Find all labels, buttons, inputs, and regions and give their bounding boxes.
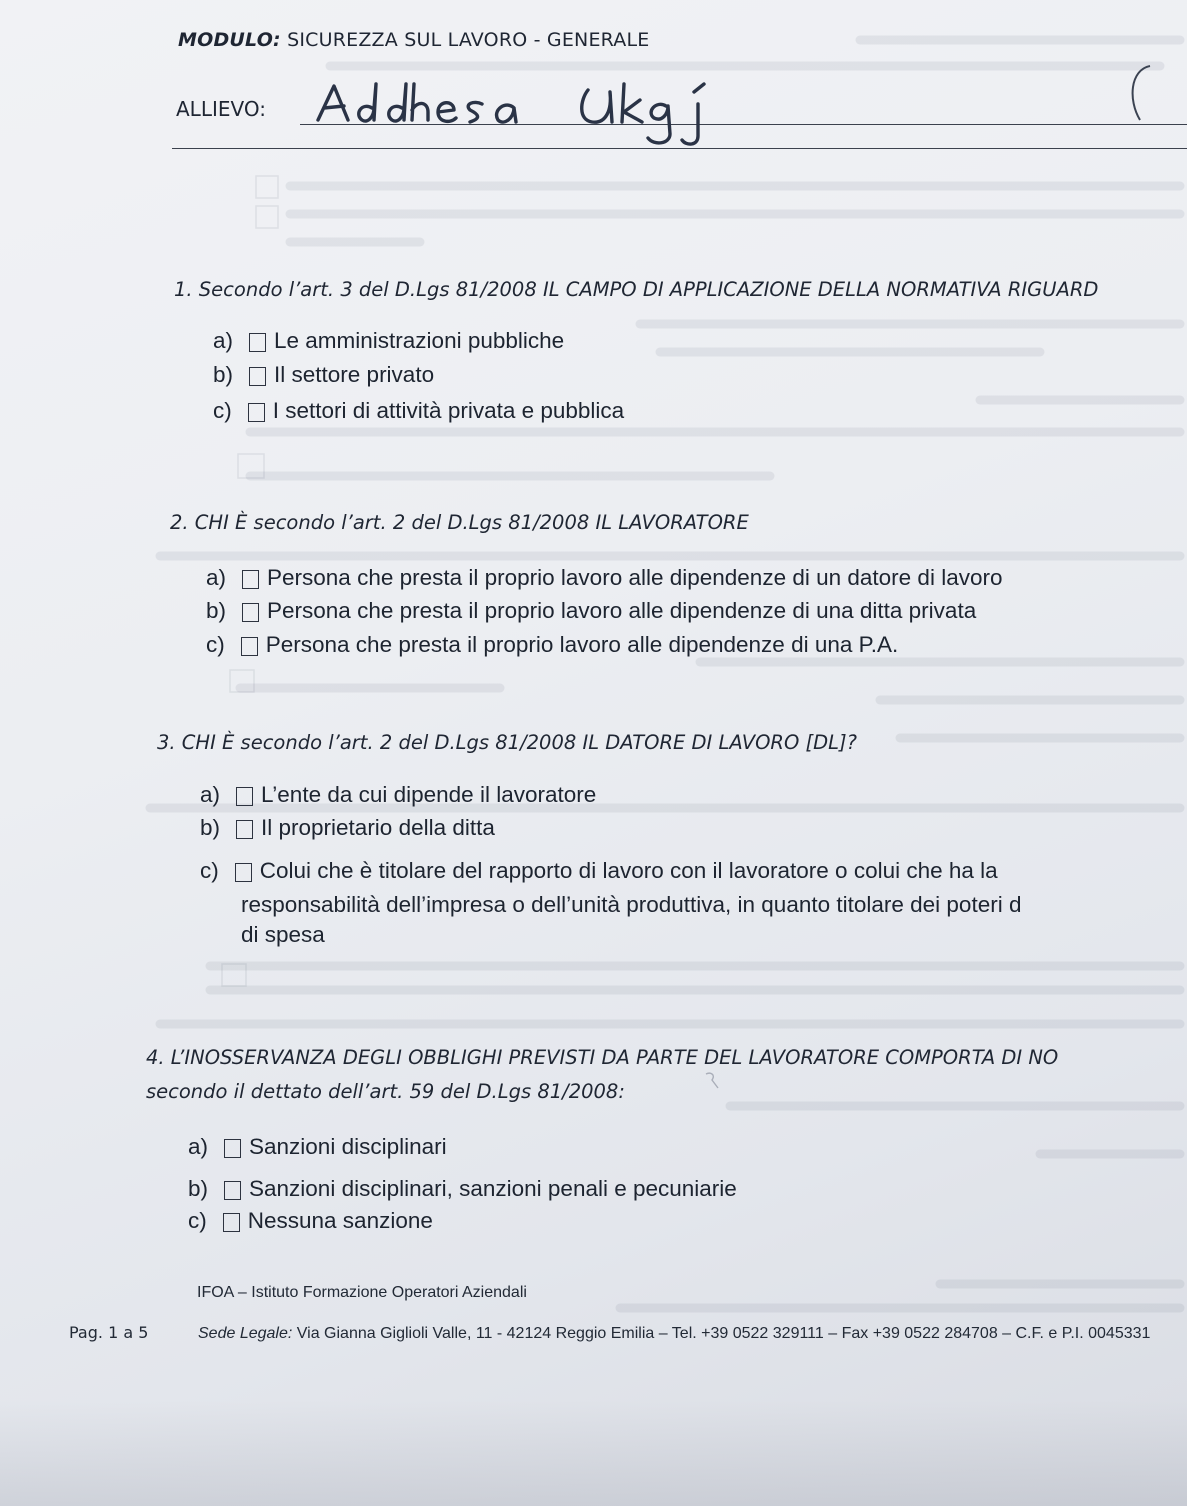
option-letter: b) xyxy=(200,815,221,840)
option-text: Le amministrazioni pubbliche xyxy=(274,328,565,353)
question-3-text: 3. CHI È secondo l’art. 2 del D.Lgs 81/2008 IL DATORE DI LAVORO [DL]? xyxy=(157,731,857,754)
margin-pen-mark xyxy=(1110,60,1170,130)
q4-c-checkbox[interactable] xyxy=(223,1213,240,1232)
page-number: Pag. 1 a 5 xyxy=(69,1323,149,1342)
option-text: I settori di attività privata e pubblica xyxy=(272,398,625,423)
q4-option-c[interactable] xyxy=(188,1208,433,1234)
option-letter: b) xyxy=(213,362,234,387)
option-letter: c) xyxy=(213,398,232,423)
q1-b-checkbox[interactable] xyxy=(249,367,266,386)
option-letter: a) xyxy=(188,1134,209,1159)
option-text: Persona che presta il proprio lavoro alle dipendenze di una P.A. xyxy=(265,632,899,657)
option-letter: c) xyxy=(188,1208,207,1233)
q2-b-checkbox[interactable] xyxy=(242,603,259,622)
option-letter: c) xyxy=(206,632,225,657)
question-4-text: 4. L’INOSSERVANZA DEGLI OBBLIGHI PREVISTI DA PARTE DEL LAVORATORE COMPORTA DI NO xyxy=(146,1046,1059,1069)
q4-option-a[interactable] xyxy=(188,1134,447,1160)
option-text: Il settore privato xyxy=(274,362,435,387)
q4-option-b[interactable] xyxy=(188,1176,737,1202)
question-1-text: 1. Secondo l’art. 3 del D.Lgs 81/2008 IL CAMPO DI APPLICAZIONE DELLA NORMATIVA RIGUARD xyxy=(174,278,1099,301)
module-label: MODULO: xyxy=(178,29,281,51)
module-title: SICUREZZA SUL LAVORO - GENERALE xyxy=(287,29,650,51)
q3-option-b[interactable] xyxy=(200,815,495,841)
option-text: Persona che presta il proprio lavoro alle dipendenze di un datore di lavoro xyxy=(267,565,1003,590)
module-header xyxy=(178,29,649,51)
q3-c-checkbox[interactable] xyxy=(235,863,252,882)
q1-c-checkbox[interactable] xyxy=(248,403,265,422)
option-text: L’ente da cui dipende il lavoratore xyxy=(261,782,597,807)
q2-option-c[interactable] xyxy=(206,632,898,658)
q4-a-checkbox[interactable] xyxy=(224,1139,241,1158)
option-text: Nessuna sanzione xyxy=(247,1208,433,1233)
q1-option-b[interactable] xyxy=(213,362,434,388)
q1-option-c[interactable] xyxy=(213,398,624,424)
option-letter: c) xyxy=(200,858,219,883)
option-text: Il proprietario della ditta xyxy=(261,815,495,840)
footer-address xyxy=(198,1325,1150,1343)
pencil-tick-mark xyxy=(700,1068,724,1092)
q4-b-checkbox[interactable] xyxy=(224,1181,241,1200)
option-letter: b) xyxy=(188,1176,209,1201)
footer-sede-label: Sede Legale: xyxy=(198,1325,293,1342)
q2-a-checkbox[interactable] xyxy=(242,570,259,589)
footer-sede-text: Via Gianna Giglioli Valle, 11 - 42124 Reggio Emilia – Tel. +39 0522 329111 – Fax +39 0522 284708 – C.F. e P.I. 0045331 xyxy=(296,1325,1151,1342)
q3-option-c[interactable] xyxy=(200,858,998,884)
option-letter: a) xyxy=(200,782,221,807)
q1-option-a[interactable] xyxy=(213,328,564,354)
student-label: ALLIEVO: xyxy=(176,97,266,121)
q3-b-checkbox[interactable] xyxy=(236,820,253,839)
q3-option-a[interactable] xyxy=(200,782,596,808)
q2-c-checkbox[interactable] xyxy=(241,637,258,656)
option-text: Persona che presta il proprio lavoro alle dipendenze di una ditta privata xyxy=(267,598,977,623)
option-letter: a) xyxy=(206,565,227,590)
q3-a-checkbox[interactable] xyxy=(236,787,253,806)
question-4-text-line-2: secondo il dettato dell’art. 59 del D.Lgs 81/2008: xyxy=(146,1080,625,1103)
option-text: Colui che è titolare del rapporto di lavoro con il lavoratore o colui che ha la xyxy=(259,858,998,883)
student-name-handwriting xyxy=(310,80,730,150)
option-text: Sanzioni disciplinari, sanzioni penali e pecuniarie xyxy=(249,1176,737,1201)
option-letter: b) xyxy=(206,598,227,623)
footer-organization: IFOA – Istituto Formazione Operatori Aziendali xyxy=(197,1284,527,1301)
option-letter: a) xyxy=(213,328,234,353)
q3-option-c-continuation-1: responsabilità dell’impresa o dell’unità produttiva, in quanto titolare dei poteri d xyxy=(241,892,1022,917)
option-text: Sanzioni disciplinari xyxy=(249,1134,447,1159)
question-2-text: 2. CHI È secondo l’art. 2 del D.Lgs 81/2008 IL LAVORATORE xyxy=(170,511,749,534)
q2-option-a[interactable] xyxy=(206,565,1002,591)
q1-a-checkbox[interactable] xyxy=(249,333,266,352)
q2-option-b[interactable] xyxy=(206,598,976,624)
page-shadow xyxy=(0,1400,1187,1506)
q3-option-c-continuation-2: di spesa xyxy=(241,922,325,947)
